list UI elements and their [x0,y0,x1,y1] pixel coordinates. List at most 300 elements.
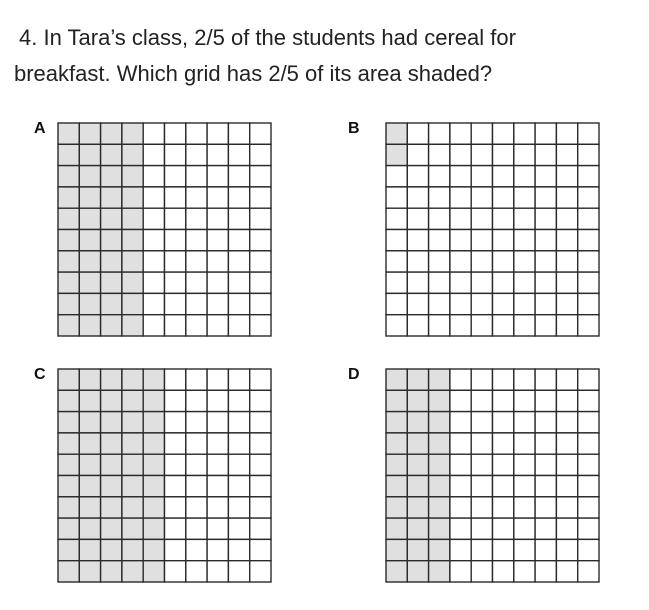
grid-cell-shaded [143,518,164,539]
grid-cell [186,433,207,454]
grid-cell [165,476,186,497]
grid-cell-shaded [79,433,100,454]
grid-cell-shaded [429,476,450,497]
grid-cell [250,433,271,454]
grid-cell [250,390,271,411]
grid-cell [228,144,249,165]
grid-cell [514,433,535,454]
grid-cell [471,208,492,229]
grid-cell [535,293,556,314]
grid-cell [535,251,556,272]
grid-cell [471,518,492,539]
grid-cell [493,208,514,229]
grid-cell-shaded [58,272,79,293]
grid-cell-shaded [79,144,100,165]
grid-cell [186,166,207,187]
grid-cell [556,272,577,293]
grid-cell-shaded [122,390,143,411]
grid-cell-shaded [122,518,143,539]
grid-cell-shaded [143,454,164,475]
grid-c[interactable] [57,368,272,583]
grid-cell-shaded [79,208,100,229]
grid-cell-shaded [101,454,122,475]
grid-cell [228,187,249,208]
grid-cell [471,369,492,390]
grid-cell [143,166,164,187]
grid-cell [535,561,556,582]
question-text [14,20,639,92]
grid-cell [186,454,207,475]
grid-cell [578,412,599,433]
grid-cell [228,476,249,497]
grid-cell [578,433,599,454]
grid-cell [556,144,577,165]
grid-cell [578,476,599,497]
grid-cell [250,230,271,251]
question-line-2: breakfast. Which grid has 2/5 of its area shaded? [14,61,493,86]
grid-cell [514,144,535,165]
grid-cell [143,208,164,229]
grid-cell-shaded [101,433,122,454]
grid-cell-shaded [143,497,164,518]
grid-cell [535,208,556,229]
grid-cell [514,187,535,208]
grid-cell [471,187,492,208]
grid-cell [493,412,514,433]
grid-cell [207,166,228,187]
grid-cell [207,454,228,475]
grid-cell-shaded [429,497,450,518]
grid-cell-shaded [122,412,143,433]
grid-cell [450,251,471,272]
grid-cell [578,187,599,208]
grid-cell [207,433,228,454]
grid-cell-shaded [101,272,122,293]
grid-cell [493,518,514,539]
grid-cell-shaded [386,476,407,497]
grid-cell [207,390,228,411]
grid-cell-shaded [58,412,79,433]
grid-cell [250,293,271,314]
grid-cell [250,315,271,336]
grid-cell [493,433,514,454]
grid-cell [228,123,249,144]
grid-cell [165,539,186,560]
grid-cell-shaded [101,144,122,165]
grid-svg [385,368,600,583]
grid-cell [228,433,249,454]
grid-cell [143,144,164,165]
grid-cell-shaded [58,369,79,390]
grid-cell [471,390,492,411]
grid-cell [493,251,514,272]
grid-cell [429,315,450,336]
grid-cell [207,123,228,144]
grid-cell [471,433,492,454]
grid-cell [556,454,577,475]
grid-cell-shaded [79,518,100,539]
grid-cell [535,369,556,390]
grid-cell [186,230,207,251]
grid-cell [514,390,535,411]
grid-cell-shaded [58,208,79,229]
grid-cell-shaded [407,518,428,539]
grid-cell [407,187,428,208]
grid-cell [250,208,271,229]
grid-cell-shaded [386,518,407,539]
grid-cell [471,476,492,497]
grid-cell-shaded [122,230,143,251]
grid-cell [535,144,556,165]
grid-cell-shaded [386,433,407,454]
grid-cell [514,369,535,390]
grid-cell-shaded [429,518,450,539]
grid-cell-shaded [79,476,100,497]
grid-cell [407,272,428,293]
grid-cell [207,293,228,314]
grid-cell [429,187,450,208]
grid-cell [250,369,271,390]
grid-cell [207,412,228,433]
grid-cell [207,187,228,208]
grid-cell [556,497,577,518]
grid-cell [471,497,492,518]
grid-cell-shaded [101,476,122,497]
choice-label-b: B [348,120,360,137]
grid-cell [250,518,271,539]
grid-cell [165,166,186,187]
grid-cell [578,208,599,229]
grid-cell-shaded [101,539,122,560]
grid-cell [578,561,599,582]
grid-cell [578,454,599,475]
grid-cell [514,272,535,293]
grid-cell [556,390,577,411]
grid-cell [429,293,450,314]
grid-cell-shaded [407,476,428,497]
grid-cell-shaded [429,561,450,582]
grid-cell [535,230,556,251]
grid-cell [386,230,407,251]
grid-cell [250,187,271,208]
grid-cell-shaded [122,251,143,272]
grid-cell [228,208,249,229]
grid-cell [250,123,271,144]
grid-cell [450,187,471,208]
grid-cell [471,561,492,582]
grid-cell-shaded [122,123,143,144]
grid-cell [207,315,228,336]
grid-cell-shaded [101,518,122,539]
grid-cell [186,476,207,497]
grid-cell [250,272,271,293]
grid-cell-shaded [101,369,122,390]
grid-cell [556,518,577,539]
grid-cell [186,369,207,390]
grid-cell [250,251,271,272]
grid-cell [250,454,271,475]
grid-cell-shaded [429,390,450,411]
grid-cell [493,293,514,314]
grid-cell [535,518,556,539]
grid-cell-shaded [386,412,407,433]
grid-cell [250,561,271,582]
grid-cell [471,166,492,187]
grid-d[interactable] [385,368,600,583]
grid-cell [450,433,471,454]
grid-cell [450,518,471,539]
grid-cell [450,539,471,560]
grid-cell [386,208,407,229]
grid-cell-shaded [79,454,100,475]
grid-cell [450,293,471,314]
grid-a[interactable] [57,122,272,337]
grid-cell [143,251,164,272]
grid-cell-shaded [79,230,100,251]
grid-cell [578,497,599,518]
grid-cell [186,144,207,165]
grid-cell-shaded [122,293,143,314]
grid-cell-shaded [101,187,122,208]
grid-cell [143,187,164,208]
grid-cell [450,390,471,411]
grid-cell [386,251,407,272]
grid-cell [186,315,207,336]
grid-cell [514,166,535,187]
grid-cell [186,123,207,144]
grid-svg [385,122,600,337]
grid-cell [556,315,577,336]
grid-cell-shaded [58,476,79,497]
grid-cell [535,315,556,336]
grid-cell [429,144,450,165]
grid-cell [165,369,186,390]
grid-cell-shaded [122,539,143,560]
grid-cell-shaded [429,433,450,454]
grid-cell [250,497,271,518]
grid-cell [514,476,535,497]
grid-cell [250,166,271,187]
grid-cell [165,123,186,144]
grid-cell [450,123,471,144]
grid-cell-shaded [407,561,428,582]
grid-cell [450,208,471,229]
grid-cell [535,497,556,518]
grid-cell [450,166,471,187]
grid-cell [386,272,407,293]
grid-cell [429,230,450,251]
grid-cell-shaded [101,315,122,336]
grid-cell-shaded [101,123,122,144]
grid-cell [429,123,450,144]
grid-cell [228,272,249,293]
grid-cell [228,251,249,272]
grid-svg [57,122,272,337]
grid-cell [556,187,577,208]
grid-cell [556,476,577,497]
grid-cell [165,251,186,272]
grid-cell [450,476,471,497]
grid-cell [493,230,514,251]
grid-cell-shaded [122,454,143,475]
grid-cell [450,369,471,390]
grid-cell-shaded [58,187,79,208]
grid-cell [207,230,228,251]
grid-cell [143,272,164,293]
grid-cell [493,272,514,293]
grid-cell [186,187,207,208]
grid-cell-shaded [407,539,428,560]
grid-cell-shaded [122,561,143,582]
grid-cell [514,497,535,518]
grid-cell [535,390,556,411]
grid-cell-shaded [407,390,428,411]
grid-cell-shaded [122,315,143,336]
grid-cell-shaded [386,454,407,475]
grid-cell-shaded [58,561,79,582]
grid-cell [450,497,471,518]
grid-cell [450,412,471,433]
grid-cell [556,433,577,454]
grid-cell-shaded [429,454,450,475]
grid-cell [578,272,599,293]
grid-cell-shaded [101,561,122,582]
grid-cell [514,208,535,229]
grid-cell [228,293,249,314]
grid-cell [578,539,599,560]
grid-cell [228,412,249,433]
grid-cell-shaded [122,144,143,165]
grid-cell [407,166,428,187]
grid-cell-shaded [58,230,79,251]
grid-b[interactable] [385,122,600,337]
grid-cell [429,208,450,229]
choice-label-a: A [34,120,46,137]
grid-cell-shaded [79,293,100,314]
grid-cell-shaded [79,187,100,208]
grid-cell-shaded [79,561,100,582]
grid-cell [165,433,186,454]
grid-cell [407,315,428,336]
grid-cell [250,476,271,497]
choice-label-d: D [348,366,360,383]
grid-cell [228,166,249,187]
grid-cell [578,123,599,144]
grid-cell-shaded [122,369,143,390]
grid-cell [535,412,556,433]
grid-cell [514,539,535,560]
grid-cell [578,293,599,314]
grid-svg [57,368,272,583]
grid-cell-shaded [101,497,122,518]
grid-cell [578,144,599,165]
grid-cell-shaded [386,123,407,144]
grid-cell-shaded [143,561,164,582]
grid-cell [450,144,471,165]
grid-cell [535,272,556,293]
grid-cell [493,123,514,144]
grid-cell [514,123,535,144]
grid-cell [471,272,492,293]
grid-cell-shaded [79,369,100,390]
grid-cell-shaded [386,497,407,518]
grid-cell-shaded [386,390,407,411]
grid-cell [556,251,577,272]
grid-cell [493,369,514,390]
grid-cell-shaded [386,561,407,582]
grid-cell-shaded [79,539,100,560]
grid-cell [429,166,450,187]
grid-cell-shaded [122,208,143,229]
grid-cell [186,497,207,518]
grid-cell [556,369,577,390]
grid-cell [493,315,514,336]
grid-cell-shaded [79,272,100,293]
grid-cell [493,390,514,411]
grid-cell [250,412,271,433]
grid-cell [228,315,249,336]
grid-cell [165,208,186,229]
grid-cell [556,208,577,229]
grid-cell [165,497,186,518]
grid-cell-shaded [386,144,407,165]
grid-cell-shaded [79,123,100,144]
grid-cell [493,539,514,560]
grid-cell-shaded [122,187,143,208]
grid-cell-shaded [58,497,79,518]
grid-cell [556,166,577,187]
grid-cell [471,293,492,314]
grid-cell [556,539,577,560]
grid-cell [165,315,186,336]
grid-cell [386,187,407,208]
grid-cell [535,123,556,144]
grid-cell [578,369,599,390]
grid-cell [207,476,228,497]
grid-cell-shaded [122,497,143,518]
grid-cell [493,166,514,187]
grid-cell [429,272,450,293]
grid-cell [165,230,186,251]
grid-cell [471,454,492,475]
grid-cell-shaded [58,518,79,539]
grid-cell [493,144,514,165]
grid-cell [407,293,428,314]
grid-cell [207,369,228,390]
grid-cell [556,293,577,314]
grid-cell [578,518,599,539]
grid-cell [165,561,186,582]
grid-cell [407,208,428,229]
grid-cell-shaded [429,369,450,390]
grid-cell [228,497,249,518]
grid-cell [450,315,471,336]
grid-cell [165,272,186,293]
grid-cell [207,272,228,293]
grid-cell-shaded [58,390,79,411]
grid-cell [514,315,535,336]
grid-cell-shaded [58,251,79,272]
grid-cell [493,476,514,497]
grid-cell [165,187,186,208]
grid-cell [186,390,207,411]
grid-cell-shaded [143,476,164,497]
grid-cell-shaded [58,144,79,165]
question-line-1: 4. In Tara’s class, 2/5 of the students had cereal for [19,25,516,50]
grid-cell-shaded [79,251,100,272]
grid-cell [186,272,207,293]
grid-cell [207,251,228,272]
